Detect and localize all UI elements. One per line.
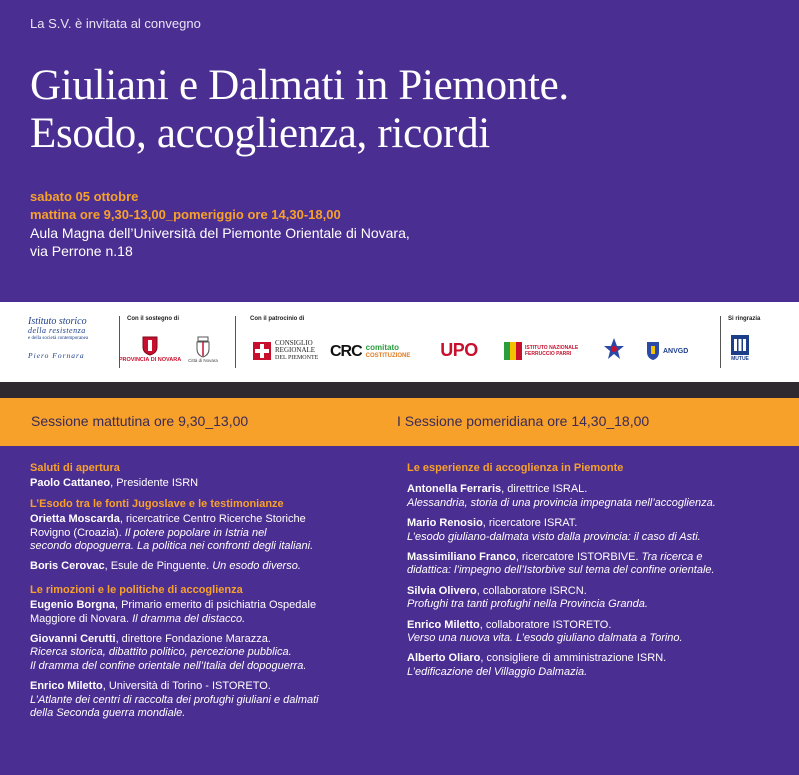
speaker-name: Eugenio Borgna [30,599,115,612]
sessions-bar [0,398,799,446]
anvgd-text: ANVGD [663,347,689,355]
speaker-entry [30,680,380,720]
anvgd-logo [646,338,706,364]
speaker-entry [407,551,792,578]
isrn-logo-line-4: Piero Fornara [28,351,85,360]
speaker-role: , Esule de Pinguente. [104,560,213,573]
anvgd-crest-icon [646,341,660,361]
speaker-role: Rovigno (Croazia). [30,526,125,539]
consiglio-line-3: DEL PIEMONTE [275,354,319,361]
talk-title: Il dramma del distacco. [132,612,246,625]
event-title [30,62,569,158]
afternoon-program [407,462,792,686]
morning-session-heading: Sessione mattutina ore 9,30_13,00 [31,413,249,429]
talk-title: Verso una nuova vita. L’esodo giuliano dalmata a Torino. [407,632,683,645]
speaker-role: , Università di Torino - ISTORETO. [102,680,271,693]
provincia-novara-logo [118,332,182,366]
title-line-2: Esodo, accoglienza, ricordi [30,110,490,157]
talk-title: L’Atlante dei centri di raccolta dei profughi giuliani e dalmati [30,693,319,706]
speaker-name: Boris Cerovac [30,560,105,573]
talk-title: Tra ricerca e [641,551,703,564]
logos-strip [0,302,799,382]
logo-separator [235,316,236,368]
speaker-name: Mario Renosio [407,517,483,530]
talk-title: Alessandria, storia di una provincia impegnata nell’accoglienza. [407,496,716,509]
speaker-role: , collaboratore ISRCN. [476,584,587,597]
citta-crest-icon [195,336,211,358]
speaker-role: , consigliere di amministrazione ISRN. [480,652,667,665]
talk-title: Il potere popolare in Istria nel [124,526,267,539]
section-heading: Saluti di apertura [30,462,120,474]
speaker-name: Paolo Cattaneo [30,477,111,490]
divider-bar [0,382,799,398]
invitation-text: La S.V. è invitata al convegno [30,16,201,31]
mutue-text: MUTUE [731,356,749,362]
ringrazia-label: Si ringrazia [728,316,761,322]
ferruccio-parri-logo [504,340,588,362]
talk-title: L’edificazione del Villaggio Dalmazia. [407,665,588,678]
ferruccio-line-2: FERRUCCIO PARRI [525,351,572,357]
sostegno-label: Con il sostegno di [127,316,179,322]
speaker-role: , collaboratore ISTORETO. [479,618,612,631]
talk-title: secondo dopoguerra. La politica nei confronti degli italiani. [30,540,314,553]
speaker-entry [407,585,792,612]
afternoon-session-heading: I Sessione pomeridiana ore 14,30_18,00 [397,413,650,429]
upo-logo [434,338,484,362]
speaker-name: Orietta Moscarda [30,513,120,526]
speaker-name: Antonella Ferraris [407,483,502,496]
ferruccio-line-1: ISTITUTO NAZIONALE [525,345,579,351]
consiglio-line-1: CONSIGLIO [275,338,313,347]
speaker-name: Massimiliano Franco [407,551,516,564]
consiglio-regionale-logo [252,338,324,364]
speaker-entry [30,513,380,553]
association-star-logo [602,336,626,364]
speaker-role: , ricercatrice Centro Ricerche Storiche [119,513,306,526]
section-heading: L’Esodo tra le fonti Jugoslave e le testimonianze [30,497,284,510]
talk-title: della Seconda guerra mondiale. [30,707,186,720]
talk-title: Ricerca storica, dibattito politico, percezione pubblica. [30,646,292,659]
isrn-logo-line-3: e della società contemporanea [28,336,89,341]
talk-title: Profughi tra tanti profughi nella Provincia Granda. [407,598,648,611]
logo-separator [720,316,721,368]
speaker-name: Enrico Miletto [30,680,103,693]
costituzione-text: COSTITUZIONE [365,353,411,359]
talk-title: L’esodo giuliano-dalmata visto dalla provincia: il caso di Asti. [407,530,701,543]
speaker-name: Giovanni Cerutti [30,633,116,646]
isrn-logo [28,316,106,368]
speaker-entry [30,560,380,573]
citta-label: Città di Novara [188,357,218,363]
event-time: mattina ore 9,30-13,00_pomeriggio ore 14,30-18,00 [30,207,341,222]
crc-logo [330,340,416,364]
speaker-entry [30,599,380,626]
header-section [0,0,799,300]
speaker-role: , ricercatore ISTORBIVE. [515,551,642,564]
speaker-name: Silvia Olivero [407,584,477,597]
title-line-1: Giuliani e Dalmati in Piemonte. [30,62,569,109]
star-emblem-icon [603,337,625,363]
speaker-entry [30,633,380,673]
morning-program [30,462,380,728]
talk-title: didattica: l’impegno dell’Istorbive sul tema del confine orientale. [407,564,715,577]
speaker-entry [407,619,792,646]
section-heading: Le esperienze di accoglienza in Piemonte [407,462,624,474]
upo-text: UPO [440,339,478,360]
speaker-role: , direttore Fondazione Marazza. [115,633,271,646]
speaker-role: Maggiore di Novara. [30,612,133,625]
provincia-shield-icon [142,336,158,356]
piemonte-shield-icon [252,341,272,361]
mutue-logo [728,332,752,364]
speaker-name: Enrico Miletto [407,618,480,631]
event-details [30,188,410,260]
speaker-role: , direttrice ISRAL. [501,483,588,496]
speaker-entry [407,483,792,510]
speaker-role: , Primario emerito di psichiatria Ospedale [114,599,317,612]
speaker-entry [407,652,792,679]
patrocinio-label: Con il patrocinio di [250,316,305,322]
consiglio-line-2: REGIONALE [275,346,316,355]
event-address: via Perrone n.18 [30,243,133,259]
speaker-name: Alberto Oliaro [407,652,481,665]
speaker-entry [30,477,380,490]
provincia-label: PROVINCIA DI NOVARA [118,356,182,363]
talk-title: Un esodo diverso. [212,560,301,573]
event-date: sabato 05 ottobre [30,189,139,204]
event-venue: Aula Magna dell’Università del Piemonte Orientale di Novara, [30,225,410,241]
isrn-logo-line-2: della resistenza [28,326,86,335]
section-heading: Le rimozioni e le politiche di accoglienza [30,583,243,596]
speaker-role: , ricercatore ISRAT. [482,517,578,530]
ferruccio-flag-icon [504,342,522,360]
speaker-role: , Presidente ISRN [110,477,199,490]
isrn-logo-line-1: Istituto storico [28,316,87,327]
citta-novara-logo [188,332,218,366]
comitato-text: comitato [365,343,400,352]
mutue-building-icon [730,334,750,356]
crc-text: CRC [330,343,362,360]
speaker-entry [407,517,792,544]
talk-title: Il dramma del confine orientale nell’Italia del dopoguerra. [30,659,307,672]
